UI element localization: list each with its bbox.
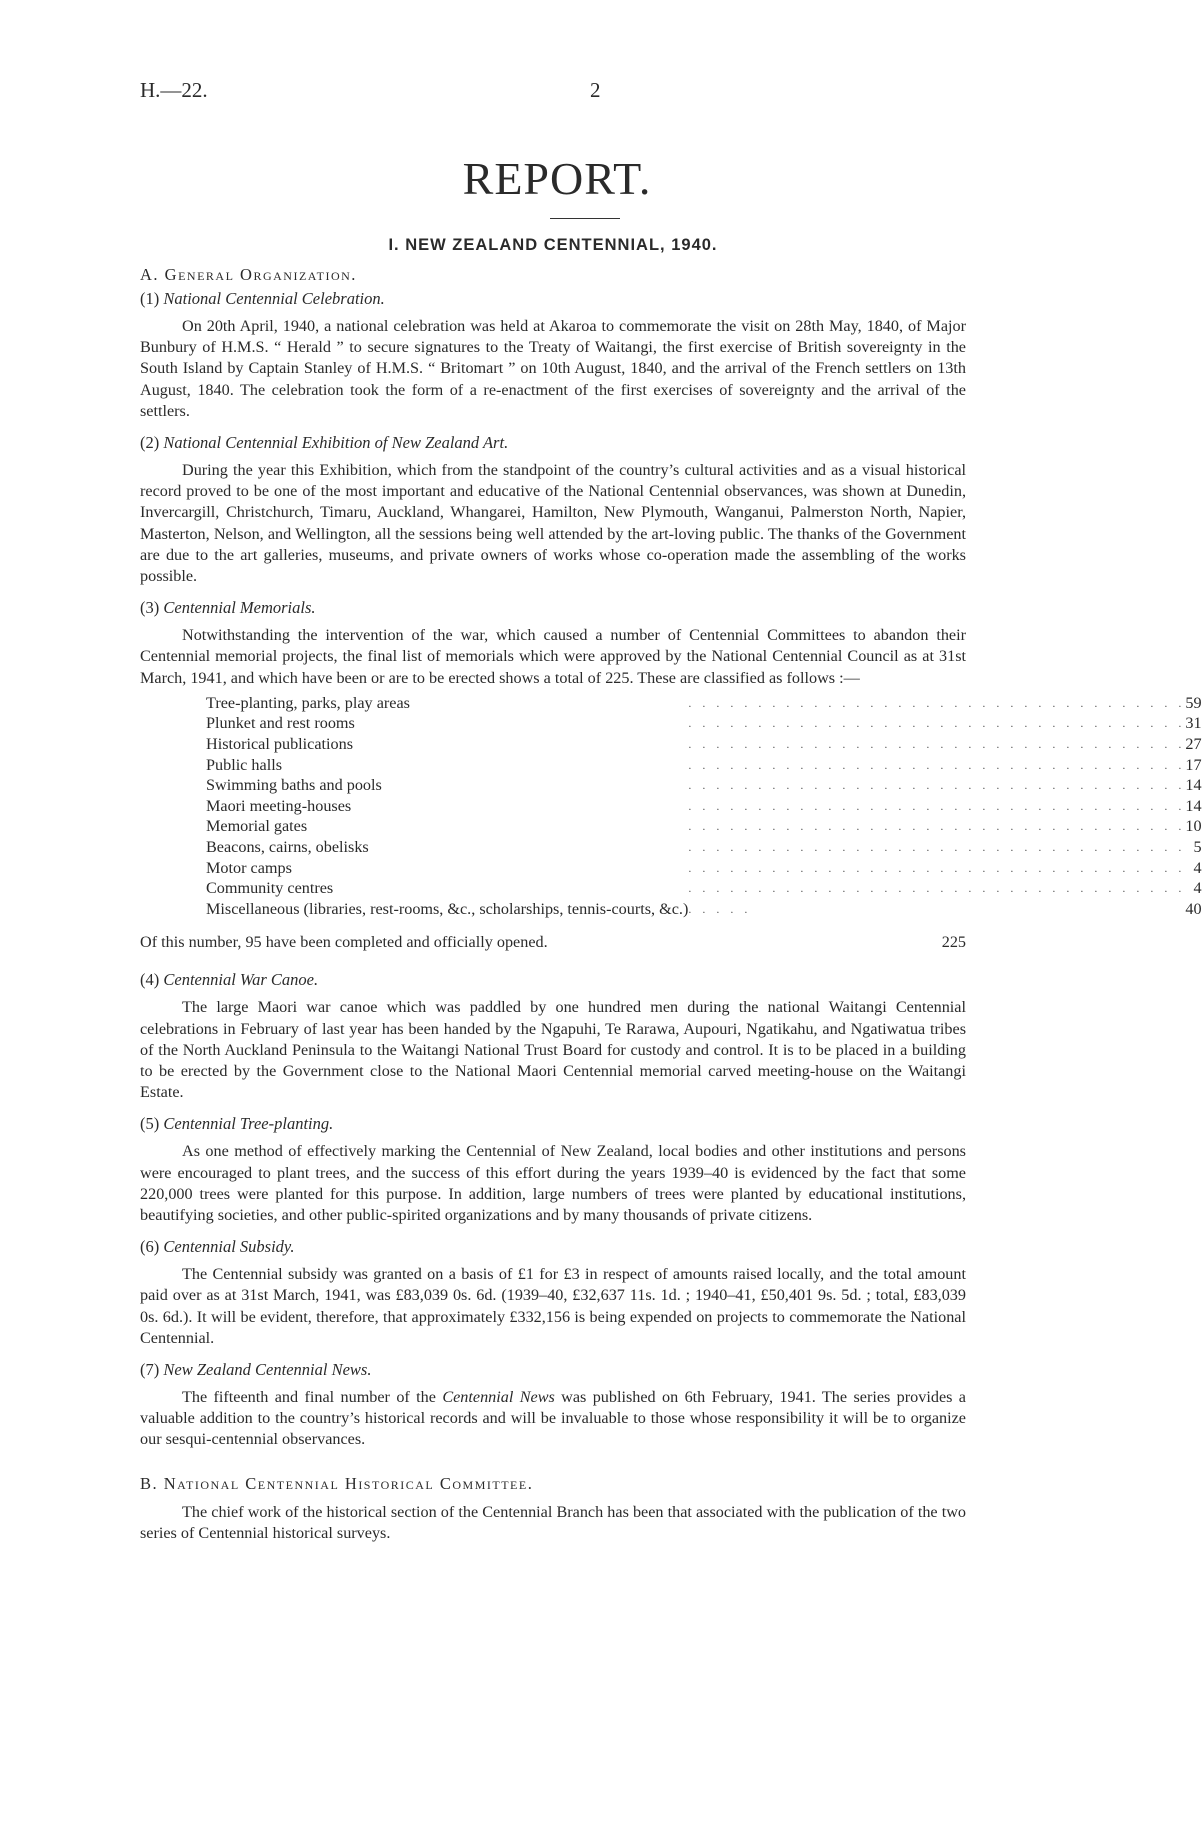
row-label: Tree-planting, parks, play areas [206, 693, 410, 712]
row-label: Miscellaneous (libraries, rest-rooms, &c., scholarships, tennis-courts, &c.) [206, 899, 689, 918]
section-b-text: The chief work of the historical section of the Centennial Branch has been that associated with the publication of the two series of Centennial historical surveys. [140, 1502, 966, 1542]
subsection-5-heading [140, 1114, 966, 1134]
dot-leader: . . . . . . . . . . . . . . . . . . . . . . . . . . . . . . . . . . . . [688, 819, 1186, 834]
subsection-7-text-end: was published on 6th February, 1941. The series provides a valuable addition to the country’s historical records and will be invaluable to those whose responsibility it will be to organize our sesqui-centennial observances. [140, 1388, 966, 1449]
page-number: 2 [590, 78, 601, 102]
total-value: 225 [941, 933, 966, 952]
dot-leader: . . . . . . . . . . . . . . . . . . . . . . . . . . . . . . . . . . . . [688, 798, 1186, 813]
table-row [206, 734, 1202, 755]
subsection-4-heading [140, 970, 966, 990]
subsection-4-title: Centennial War Canoe. [163, 970, 319, 990]
subsection-6-number: (6) [140, 1237, 160, 1257]
row-value: 59 [1185, 693, 1202, 712]
dot-leader: . . . . . . . . . . . . . . . . . . . . . . . . . . . . . . . . . . . . [688, 737, 1186, 752]
table-row [206, 775, 1202, 796]
subsection-6-text: The Centennial subsidy was granted on a basis of £1 for £3 in respect of amounts raised locally, and the total amount paid over as at 31st March, 1941, was £83,039 0s. 6d. (1939–40, £32,637 11s. 1d. ; 1940–41, £50,401 9s. 5d. ; total, £83,039 0s. 6d.). It will be evident, therefore, that approximately £332,156 is being expended on projects to commemorate the National Centennial. [140, 1265, 966, 1347]
row-label: Public halls [206, 755, 282, 774]
title-rule [550, 218, 620, 219]
report-body [140, 236, 1202, 1555]
subsection-6-title: Centennial Subsidy. [163, 1237, 295, 1257]
subsection-3-text: Notwithstanding the intervention of the war, which caused a number of Centennial Committees to abandon their Centennial memorial projects, the final list of memorials which were approved by the National Centennial Council as at 31st March, 1941, and which have been or are to be erected shows a total of 225. These are classified as follows :— [140, 626, 966, 687]
subsection-4-text: The large Maori war canoe which was paddled by one hundred men during the national Waitangi Centennial celebrations in February of last year has been handed by the Ngapuhi, Te Rarawa, Aupouri, Ngatikahu, and Ngatiwatua tribes of the North Auckland Peninsula to the Waitangi National Trust Board for custody and control. It is to be placed in a building to be erected by the Government close to the National Maori Centennial memorial carved meeting-house on the Waitangi Estate. [140, 998, 966, 1102]
table-row [206, 796, 1202, 817]
row-value: 40 [1185, 899, 1202, 918]
running-header [0, 78, 1114, 108]
subsection-7-title: New Zealand Centennial News. [163, 1360, 372, 1380]
row-label: Maori meeting-houses [206, 796, 352, 815]
row-label: Memorial gates [206, 817, 308, 836]
subsection-7-heading [140, 1360, 966, 1380]
subsection-4-number: (4) [140, 970, 160, 990]
subsection-1-heading [140, 289, 966, 309]
subsection-7-text-start: The fifteenth and final number of the [182, 1388, 443, 1407]
row-label: Historical publications [206, 735, 354, 754]
table-row [206, 899, 1202, 920]
table-row [206, 755, 1202, 776]
subsection-2-text: During the year this Exhibition, which from the standpoint of the country’s cultural activities and as a visual historical record proved to be one of the most important and educative of the National Centennial observances, was shown at Dunedin, Invercargill, Christchurch, Timaru, Auckland, Whangarei, Hamilton, New Plymouth, Wanganui, Palmerston North, Napier, Masterton, Nelson, and Wellington, all the sessions being well attended by the art-loving public. The thanks of the Government are due to the art galleries, museums, and private owners of works whose co-operation made the assembling of the works possible. [140, 461, 966, 586]
dot-leader: . . . . . . . . . . . . . . . . . . . . . . . . . . . . . . . . . . . . [688, 716, 1186, 731]
row-label: Plunket and rest rooms [206, 714, 355, 733]
table-row [206, 816, 1202, 837]
document-reference: H.—22. [140, 78, 208, 102]
dot-leader: . . . . . . . . . . . . . . . . . . . . . . . . . . . . . . . . . . . . [688, 695, 1186, 710]
section-b-heading: B. National Centennial Historical Committee. [140, 1473, 534, 1493]
subsection-2-number: (2) [140, 433, 160, 453]
memorials-total-row [140, 933, 966, 952]
row-label: Beacons, cairns, obelisks [206, 838, 369, 856]
row-value: 17 [1185, 755, 1202, 774]
subsection-1-title: National Centennial Celebration. [163, 289, 385, 308]
row-label: Swimming baths and pools [206, 776, 382, 795]
dot-leader: . . . . . . . . . . . . . . . . . . . . . . . . . . . . . . . . . . . . [688, 881, 1186, 896]
part-heading: I. NEW ZEALAND CENTENNIAL, 1940. [388, 236, 718, 254]
table-row [206, 713, 1202, 734]
row-value: 14 [1185, 776, 1202, 795]
section-spacer [140, 1462, 966, 1474]
row-value: 5 [1193, 838, 1202, 856]
dot-leader: . . . . . [688, 901, 752, 916]
row-value: 27 [1185, 735, 1202, 754]
subsection-7-text [140, 1387, 966, 1451]
subsection-2-title: National Centennial Exhibition of New Zealand Art. [163, 433, 509, 453]
dot-leader: . . . . . . . . . . . . . . . . . . . . . . . . . . . . . . . . . . . . [688, 757, 1186, 772]
total-label: Of this number, 95 have been completed and officially opened. [140, 933, 548, 952]
subsection-3-heading [140, 598, 966, 618]
subsection-5-number: (5) [140, 1114, 160, 1134]
row-value: 4 [1193, 858, 1202, 877]
row-value: 31 [1185, 714, 1202, 733]
row-label: Motor camps [206, 858, 292, 877]
row-label: Community centres [206, 879, 334, 898]
table-row [206, 858, 1202, 879]
subsection-2-heading [140, 433, 966, 453]
publication-title: Centennial News [442, 1388, 555, 1407]
subsection-3-title: Centennial Memorials. [163, 598, 316, 618]
page-title: REPORT. [462, 153, 652, 204]
dot-leader: . . . . . . . . . . . . . . . . . . . . . . . . . . . . . . . . . . . . [688, 778, 1186, 793]
dot-leader: . . . . . . . . . . . . . . . . . . . . . . . . . . . . . . . . . . . . [688, 860, 1186, 875]
subsection-7-number: (7) [140, 1360, 160, 1380]
subsection-1-number: (1) [140, 289, 160, 308]
subsection-1-text: On 20th April, 1940, a national celebration was held at Akaroa to commemorate the visit on 28th May, 1840, of Major Bunbury of H.M.S. “ Herald ” to secure signatures to the Treaty of Waitangi, the first exercise of British sovereignty in the South Island by Captain Stanley of H.M.S. “ Britomart ” on 10th August, 1840, and the arrival of the French settlers on 13th August, 1840. The celebration took the form of a re-enactment of the first exercises of sovereignty and the arrival of the settlers. [140, 317, 966, 420]
dot-leader: . . . . . . . . . . . . . . . . . . . . . . . . . . . . . . . . . . . . [688, 840, 1186, 854]
subsection-5-title: Centennial Tree-planting. [163, 1114, 334, 1134]
row-value: 14 [1185, 796, 1202, 815]
subsection-3-number: (3) [140, 598, 160, 618]
section-a-heading: A. General Organization. [140, 265, 357, 284]
row-value: 4 [1193, 879, 1202, 898]
subsection-6-heading [140, 1237, 966, 1257]
table-row [206, 837, 1202, 858]
table-row [206, 878, 1202, 899]
row-value: 10 [1185, 817, 1202, 836]
table-row [206, 693, 1202, 714]
memorials-table [206, 693, 1202, 920]
subsection-5-text: As one method of effectively marking the Centennial of New Zealand, local bodies and other institutions and persons were encouraged to plant trees, and the success of this effort during the years 1939–40 is evidenced by the fact that some 220,000 trees were planted for this purpose. In addition, large numbers of trees were planted by educational institutions, beautifying societies, and other public-spirited organizations and by many thousands of private citizens. [140, 1142, 966, 1224]
